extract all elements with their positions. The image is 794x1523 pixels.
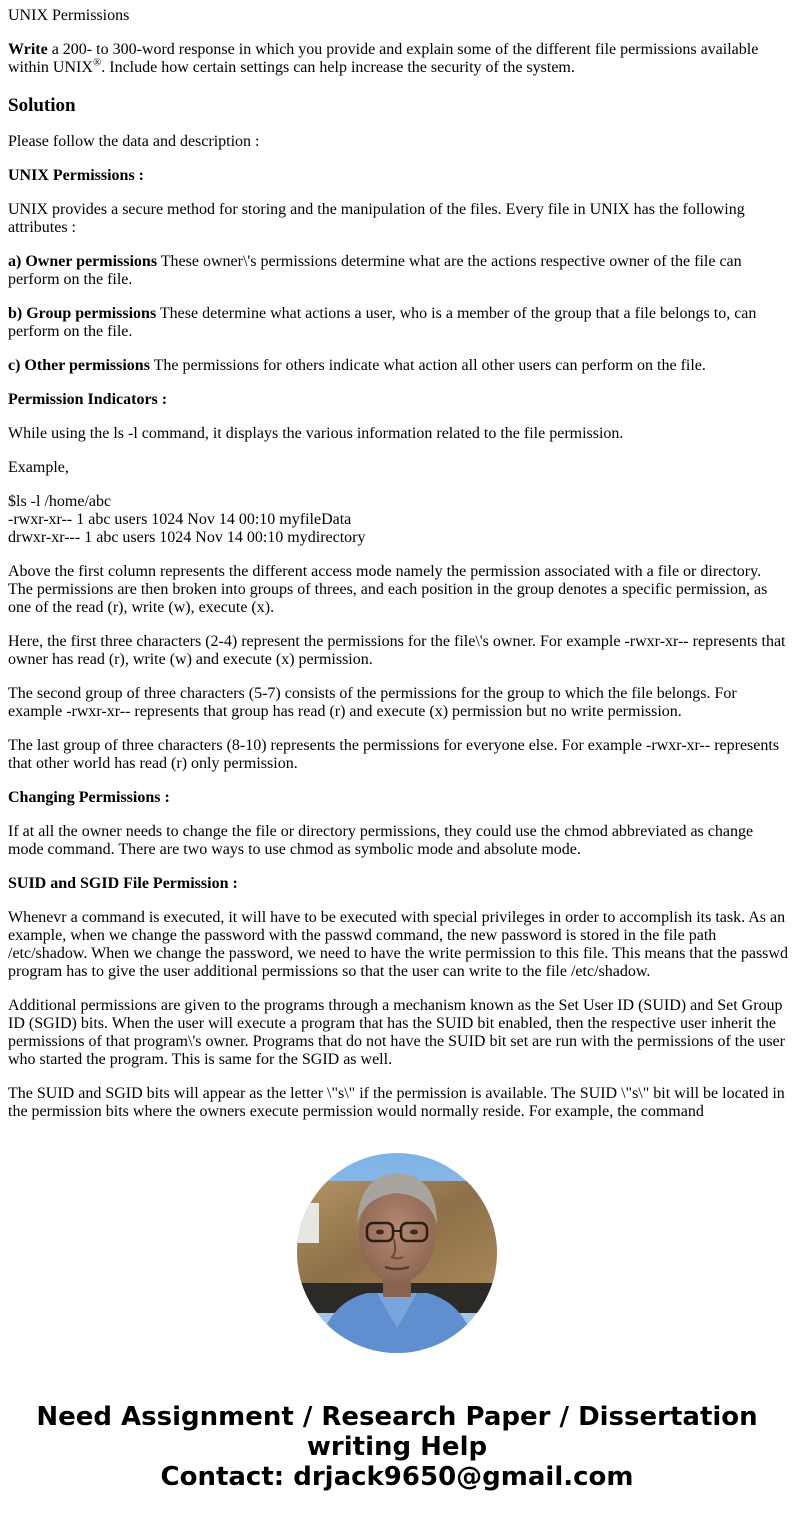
section-heading-unix-permissions — [8, 167, 788, 185]
unix-permissions-text: UNIX provides a secure method for storing and the manipulation of the files. Every file in UNIX has the following attributes : — [8, 201, 745, 236]
contact-banner — [0, 1402, 794, 1492]
other-chars-text: The last group of three characters (8-10) represents the permissions for everyone else. For example -rwxr-xr-- represents that other world has read (r) only permission. — [8, 737, 780, 772]
banner-contact-email: Contact: drjack9650@gmail.com — [160, 1462, 634, 1492]
heading-text: SUID and SGID File Permission : — [8, 875, 238, 892]
registered-mark: ® — [92, 56, 102, 69]
owner-chars-text: Here, the first three characters (2-4) represent the permissions for the file\'s owner. For example -rwxr-xr-- represents that owner has read (r), write (w) and execute (x) permission. — [8, 633, 786, 668]
section-heading-changing — [8, 789, 788, 807]
prompt-text: a 200- to 300-word response in which you provide and explain some of the different file permissions available within UNIX — [8, 41, 759, 76]
group-permissions-text: These determine what actions a user, who is a member of the group that a file belongs to, can perform on the file. — [8, 305, 757, 340]
banner-line-2: writing Help — [306, 1432, 488, 1462]
example-label: Example, — [8, 459, 69, 476]
example-output-line: drwxr-xr--- 1 abc users 1024 Nov 14 00:10 mydirectory — [8, 529, 366, 546]
prompt-text-end: . Include how certain settings can help increase the security of the system. — [101, 59, 575, 76]
solution-heading: Solution — [8, 95, 76, 116]
section-heading-indicators — [8, 391, 788, 409]
owner-permissions-text: These owner\'s permissions determine what are the actions respective owner of the file can perform on the file. — [8, 253, 742, 288]
document-body — [8, 7, 788, 1125]
owner-permissions-item — [8, 253, 788, 289]
other-permissions-text: The permissions for others indicate what action all other users can perform on the file. — [149, 357, 706, 374]
example-block — [8, 493, 788, 547]
document-title: UNIX Permissions — [8, 7, 130, 24]
first-column-text: Above the first column represents the different access mode namely the permission associated with a file or directory. The permissions are then broken into groups of threes, and each position in the group denotes a specific permission, as one of the read (r), write (w), execute (x). — [8, 563, 768, 616]
group-permissions-item — [8, 305, 788, 341]
portrait-photo-icon — [297, 1153, 497, 1353]
other-permissions-label: c) Other permissions — [8, 357, 150, 374]
prompt-bold-lead: Write — [8, 41, 48, 58]
other-permissions-item — [8, 357, 788, 375]
indicators-text: While using the ls -l command, it displays the various information related to the file permission. — [8, 425, 624, 442]
heading-text: UNIX Permissions : — [8, 167, 144, 184]
banner-line-1: Need Assignment / Research Paper / Dissertation — [36, 1402, 758, 1432]
group-chars-text: The second group of three characters (5-7) consists of the permissions for the group to which the file belongs. For example -rwxr-xr-- represents that group has read (r) and execute (x) permission but no write permission. — [8, 685, 737, 720]
example-command-line: $ls -l /home/abc — [8, 493, 112, 510]
group-permissions-label: b) Group permissions — [8, 305, 157, 322]
heading-text: Permission Indicators : — [8, 391, 168, 408]
assignment-prompt — [8, 41, 788, 77]
changing-text: If at all the owner needs to change the file or directory permissions, they could use the chmod abbreviated as change mode command. There are two ways to use chmod as symbolic mode and absolute mode. — [8, 823, 754, 858]
example-output-line: -rwxr-xr-- 1 abc users 1024 Nov 14 00:10 myfileData — [8, 511, 352, 528]
heading-text: Changing Permissions : — [8, 789, 170, 806]
suid-text-2: Additional permissions are given to the programs through a mechanism known as the Set User ID (SUID) and Set Group ID (SGID) bits. When the user will execute a program that has the SUID bit enabled, then the respective user inherit the permissions of that program\'s owner. Programs that do not have the SUID bit set are run with the permissions of the user who started the program. This is same for the SGID as well. — [8, 997, 785, 1068]
intro-text: Please follow the data and description : — [8, 133, 260, 150]
section-heading-suid — [8, 875, 788, 893]
owner-permissions-label: a) Owner permissions — [8, 253, 158, 270]
avatar — [297, 1153, 497, 1353]
suid-text-1: Whenevr a command is executed, it will have to be executed with special privileges in order to accomplish its task. As an example, when we change the password with the passwd command, the new password is stored in the file path /etc/shadow. When we change the password, we need to have the write permission to this file. This means that the passwd program has to give the user additional permissions so that the user can write to the file /etc/shadow. — [8, 909, 788, 980]
suid-text-3: The SUID and SGID bits will appear as the letter \"s\" if the permission is available. The SUID \"s\" bit will be located in the permission bits where the owners execute permission would normally reside. For example, the command — [8, 1085, 785, 1120]
